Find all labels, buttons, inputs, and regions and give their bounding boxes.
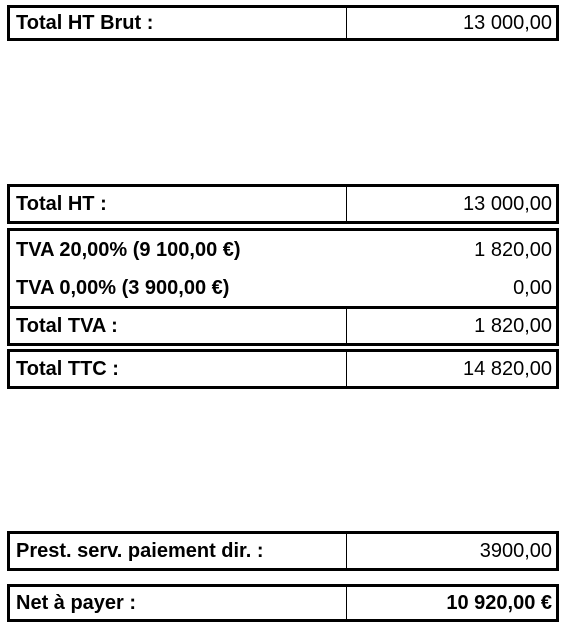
total-ht-row [10, 187, 556, 221]
total-tva-label: Total TVA : [16, 314, 118, 337]
net-a-payer-label: Net à payer : [16, 591, 137, 614]
tva-row [10, 231, 556, 269]
tva-label: TVA 20,00% (9 100,00 €) [16, 238, 241, 261]
total-ht-box [7, 184, 559, 224]
tva-box [7, 228, 559, 310]
total-ttc-label: Total TTC : [16, 357, 119, 380]
net-a-payer-box [7, 584, 559, 622]
tva-value: 1 820,00 [474, 238, 552, 261]
net-a-payer-row [10, 587, 556, 619]
total-tva-box [7, 306, 559, 346]
total-ht-value: 13 000,00 [346, 187, 556, 221]
net-a-payer-value: 10 920,00 € [346, 587, 556, 619]
total-ht-brut-box [7, 5, 559, 41]
total-ht-brut-row [10, 8, 556, 38]
tva-row [10, 269, 556, 307]
total-tva-row [10, 309, 556, 343]
tva-label: TVA 0,00% (3 900,00 €) [16, 276, 230, 299]
tva-value: 0,00 [513, 276, 552, 299]
total-ttc-row [10, 352, 556, 386]
prest-serv-value: 3900,00 [346, 534, 556, 568]
total-ttc-box [7, 349, 559, 389]
total-ttc-value: 14 820,00 [346, 352, 556, 386]
prest-serv-row [10, 534, 556, 568]
total-ht-brut-label: Total HT Brut : [16, 11, 154, 34]
total-ht-label: Total HT : [16, 192, 107, 215]
prest-serv-label: Prest. serv. paiement dir. : [16, 539, 264, 562]
total-ht-brut-value: 13 000,00 [346, 8, 556, 38]
prest-serv-box [7, 531, 559, 571]
total-tva-value: 1 820,00 [346, 309, 556, 343]
